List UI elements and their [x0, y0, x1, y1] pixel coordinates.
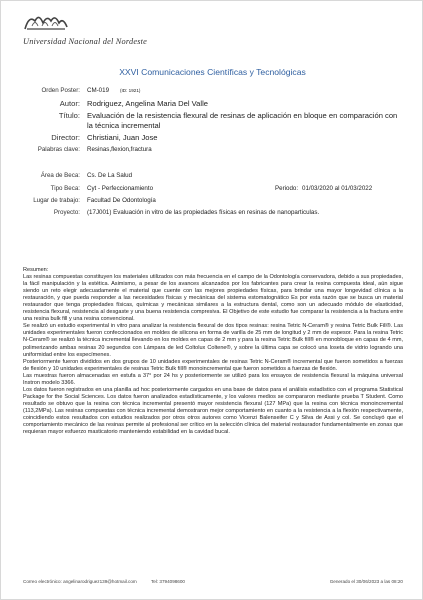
- tipo-beca-value: Cyt - Perfeccionamiento: [87, 185, 154, 192]
- titulo-label: Título:: [58, 111, 80, 120]
- header: [23, 9, 223, 51]
- autor-label: Autor:: [59, 99, 80, 108]
- area-beca-value: Cs. De La Salud: [87, 172, 133, 179]
- orden-poster-value: CM-019: [87, 87, 110, 94]
- abstract-paragraph: Las resinas compuestas constituyen los materiales utilizados con más frecuencia en el campo de la Odontología conservadora, debido a sus propiedades, la fácil manipulación y la estética. Asimismo, a pesar de los avances alcanzados por los fabricantes para crear la resina compuesta ideal, aún sigue siendo un reto elegir adecuadamente el material que cuente con las mejores propiedades físicas, para brindar una mayor longevidad clínica a la restauración, y que pueda responder a las necesidades físicas y mecánicas del sistema estomatognático Es por esta razón que se busca un material restaurador que tenga propiedades físicas, químicas y mecánicas similares a la estructura dental, como son un adecuado módulo de elasticidad, resistencia flexural, resistencia al desgaste y una buena resistencia compresiva. El Objetivo de este estudio fue comparar la resistencia a la fractura entre una resina bulk fill y una resina convencional.: [23, 274, 403, 323]
- tipo-beca-label: Tipo Beca:: [50, 185, 80, 192]
- abstract-title: Resumen:: [23, 267, 49, 273]
- footer-phone: Tel: 3794098600: [151, 579, 185, 584]
- proyecto-value: (17J001) Evaluación in vitro de las propiedades físicas en resinas de nanoparticulas.: [87, 209, 320, 216]
- footer-email: Correo electrónico: angelinarodriguez139@hotmail.com: [23, 579, 137, 584]
- conference-title: XXVI Comunicaciones Científicas y Tecnológicas: [119, 67, 306, 77]
- university-name: Universidad Nacional del Nordeste: [23, 37, 148, 46]
- proyecto-label: Proyecto:: [53, 209, 80, 216]
- periodo-label: Periodo:: [275, 185, 299, 192]
- university-logo-icon: [23, 11, 69, 31]
- titulo-value: Evaluación de la resistencia flexural de resinas de aplicación en bloque en comparación con la técnica incremental: [87, 111, 398, 130]
- abstract-paragraph: Se realizó un estudio experimental in vitro para analizar la resistencia flexural de dos tipos resinas: resina Tetric N-Ceram® y resina Tetric Bulk Fill®. Las unidades experimentales fueron confeccionados en moldes de silicona en forma de varilla de 25 mm de longitud y 2 mm de espesor. Para la resina Tetric N-Ceram® se realizó la técnica incremental llevando en los moldes en capas de 2 mm y para la resina Tetric Bulk fill® en monobloque en capas de 4 mm, polimerizando ambas resinas 20 segundos con Lámpara de led Coltolux Coltene®, y sobre la última capa se colocó una loseta de vidrio logrando una uniformidad entre los especímenes.: [23, 323, 403, 358]
- palabras-clave-label: Palabras clave:: [37, 146, 80, 153]
- palabras-clave-value: Resinas,flexion,fractura: [87, 146, 152, 153]
- area-beca-label: Área de Beca:: [40, 172, 80, 179]
- lugar-trabajo-value: Facultad De Odontología: [87, 197, 156, 204]
- abstract: [23, 267, 403, 436]
- abstract-paragraph: Las muestras fueron almacenadas en estufa a 37° por 24 hs y posteriormente se utilizó para los ensayos de resistencia flexural la máquina universal Instron modelo 3366.: [23, 372, 403, 386]
- autor-value: Rodriguez, Angelina Maria Del Valle: [87, 99, 209, 108]
- footer-generated: Generado el 30/06/2023 a las 08:20: [329, 579, 403, 584]
- poster-id: (ID: 1921): [120, 88, 141, 93]
- lugar-trabajo-label: Lugar de trabajo:: [33, 197, 80, 204]
- director-value: Christiani, Juan Jose: [87, 133, 158, 142]
- abstract-paragraph: Los datos fueron registrados en una planilla ad hoc posteriormente cargados en una base de datos para el análisis estadístico con el programa Statistical Package for the Social Sciences. Los datos fueron analizados estadísticamente, y los valores medios se compararon mediante prueba T Student. Como resultado se obtuvo que la resina con técnica incremental presentó mayor resistencia flexural (127 MPa) que la resina con técnica monoincremental (113,2MPa). Las resinas compuestas con técnica incremental demostraron mejor comportamiento en cuanto a la resistencia a la flexión respectivamente, coincidiendo estos resultados con estudios realizados por otros otros autores como Vicenzi Balenseifer C y Silva de Assi y col. Se concluyó que el comportamiento mecánico de las resinas permite al profesional ser crítico en la selección clínica del material restaurador fundamentalmente en zonas que requieran mayor esfuerzo masticatorio manteniendo estabilidad en la cavidad bucal.: [23, 386, 403, 436]
- periodo-value: 01/03/2020 al 01/03/2022: [302, 185, 373, 192]
- orden-poster-label: Orden Poster:: [41, 87, 80, 94]
- abstract-paragraph: Posteriormente fueron divididos en dos grupos de 10 unidades experimentales de resinas Tetric N-Ceram® incremental que fueron sometidos a fuerzas de flexión y 10 unidades experimentales de resinas Tetric Bulk fill® monoincremental que fueron sometidos a fuerzas de flexión.: [23, 358, 403, 372]
- director-label: Director:: [51, 133, 80, 142]
